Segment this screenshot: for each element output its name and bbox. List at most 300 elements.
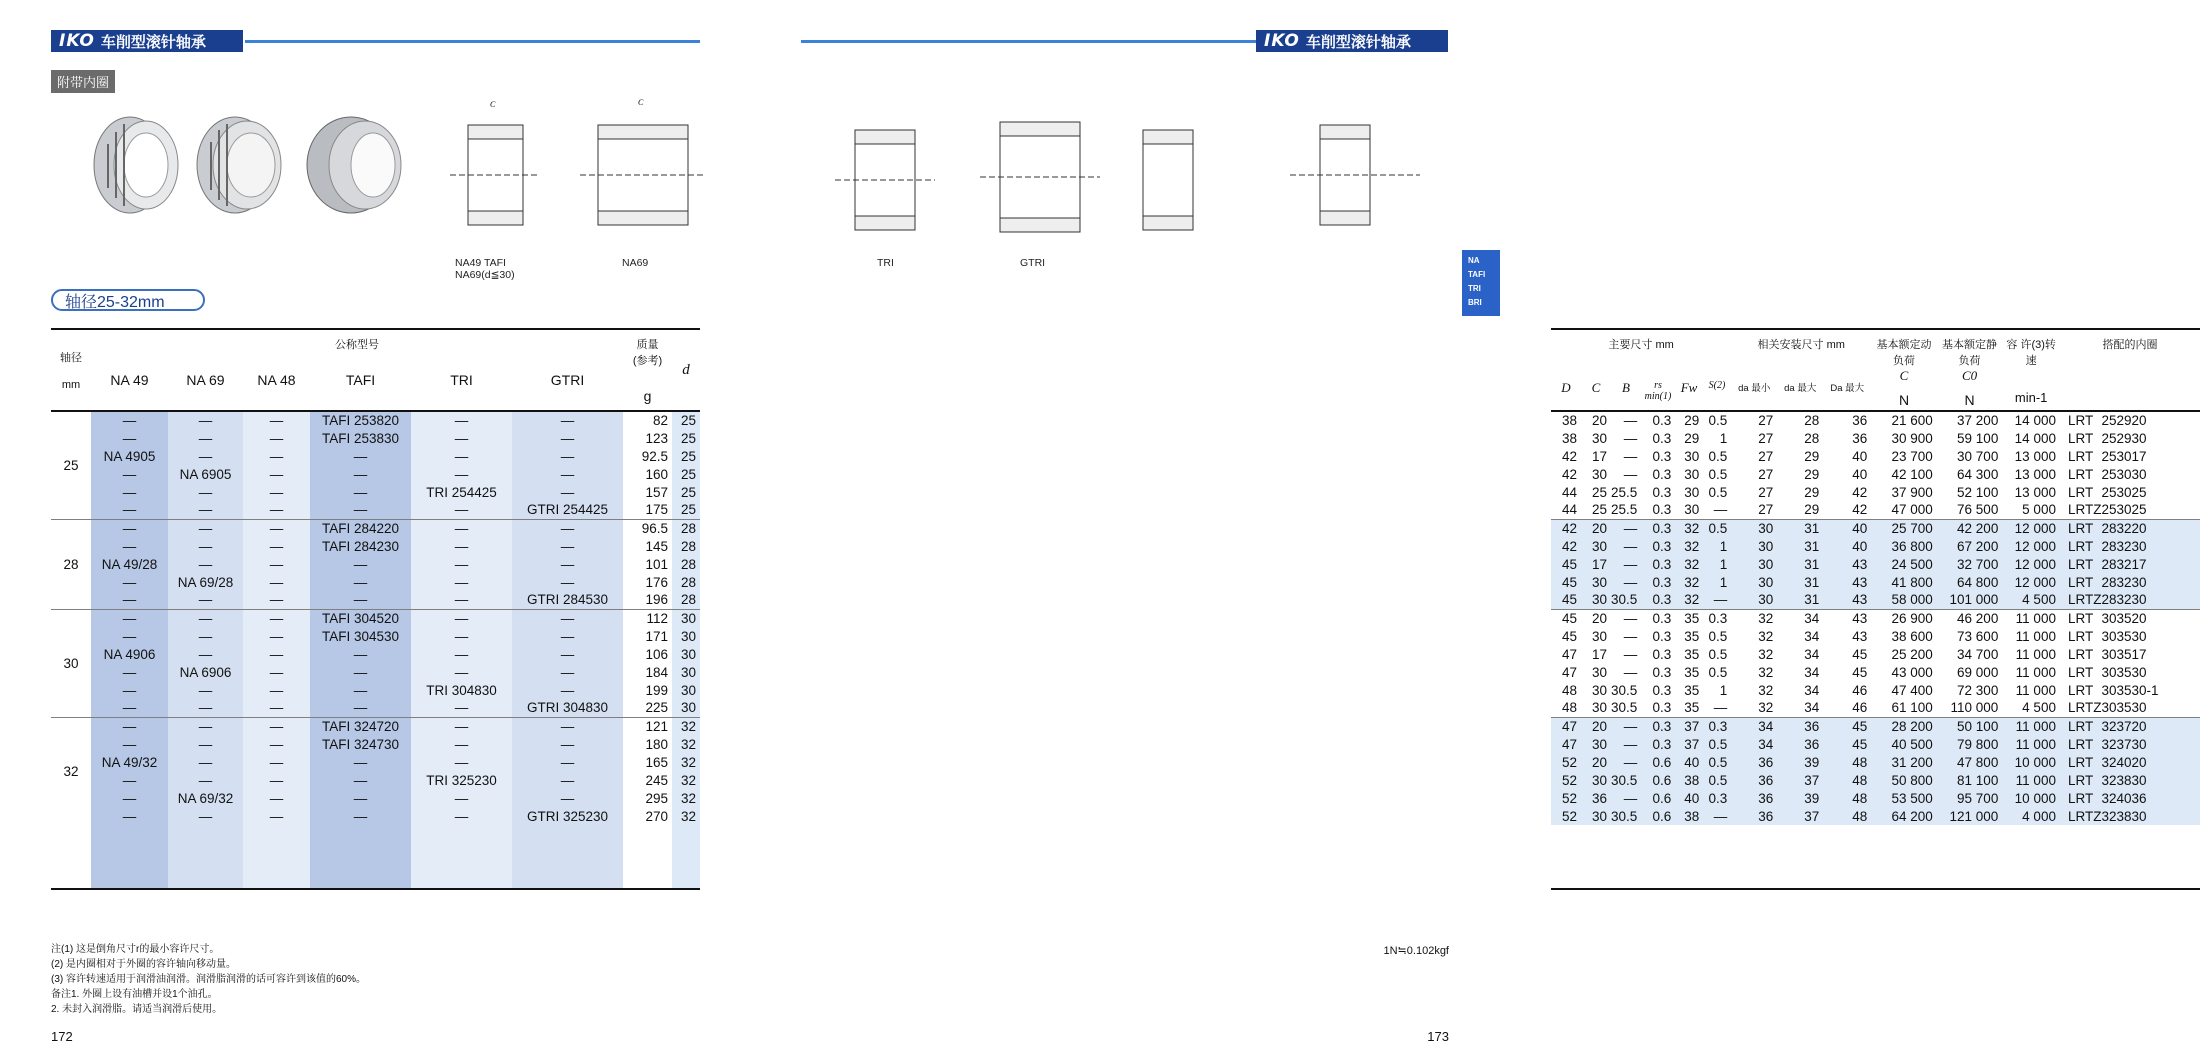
model-cell: GTRI 325230 — [512, 807, 623, 825]
mount-dims-header: 相关安装尺寸 mm da 最小 da 最大 Da 最大 — [1738, 339, 1865, 394]
spec-cell: 0.3 — [1652, 592, 1672, 608]
d-cell: 28 — [672, 519, 700, 537]
spec-cell: 253030 — [2101, 466, 2147, 482]
model-cell: — — [512, 753, 623, 771]
d-cell: 32 — [672, 753, 700, 771]
spec-cell: 1 — [1719, 556, 1728, 572]
table-row — [1551, 753, 2200, 771]
speed-header: 容 许(3)转 速 min-1 — [2006, 339, 2056, 405]
spec-cell: 14 000 — [2002, 411, 2060, 429]
model-cell: — — [168, 411, 243, 429]
mass-cell: 82 — [623, 411, 672, 429]
spec-cell: 34 — [1804, 682, 1820, 698]
spec-cell: 48 — [1852, 754, 1868, 770]
d-cell: 25 — [672, 429, 700, 447]
spec-cell: 30 900 — [1891, 430, 1933, 446]
model-cell: NA 69/28 — [168, 573, 243, 591]
model-cell: — — [243, 501, 310, 519]
header-rule-right — [801, 40, 1256, 43]
model-cell: — — [168, 681, 243, 699]
spec-cell: 48 — [1852, 772, 1868, 788]
spec-cell: 0.3 — [1641, 519, 1675, 537]
table-row — [51, 771, 700, 789]
spec-cell: 0.3 — [1652, 430, 1672, 446]
dynamic-load-header: 基本额定动负荷 C N — [1876, 339, 1932, 408]
spec-cell: 45 — [1561, 574, 1577, 590]
model-cell: — — [310, 753, 411, 771]
spec-cell: 26 900 — [1871, 609, 1937, 627]
model-cell: — — [411, 807, 512, 825]
model-cell: — — [91, 537, 168, 555]
mass-cell: 96.5 — [623, 519, 672, 537]
model-cell: — — [168, 645, 243, 663]
spec-cell: 283230 — [2101, 574, 2147, 590]
model-cell: — — [512, 663, 623, 681]
fig-label-tri: TRI — [877, 257, 894, 269]
model-cell: — — [168, 627, 243, 645]
spec-cell: 252930 — [2101, 430, 2147, 446]
model-cell: — — [310, 501, 411, 519]
model-cell: — — [91, 591, 168, 609]
spec-cell: 30.5 — [1610, 682, 1638, 698]
model-cell: TAFI 284230 — [310, 537, 411, 555]
mass-cell: 180 — [645, 736, 668, 752]
spec-cell: 30 — [1591, 736, 1607, 752]
table-row — [1551, 411, 2200, 429]
spec-cell: 29 — [1684, 430, 1700, 446]
table-row — [1551, 573, 2200, 591]
spec-cell: 30.5 — [1610, 592, 1638, 608]
spec-cell: 38 — [1551, 411, 1581, 429]
spec-cell: LRT — [2067, 538, 2094, 554]
model-cell: — — [310, 591, 411, 609]
inner-ring-header: 搭配的内圈 — [2102, 339, 2158, 351]
spec-cell: 45 — [1852, 736, 1868, 752]
spec-cell: 31 — [1804, 592, 1820, 608]
spec-cell: 50 800 — [1891, 772, 1933, 788]
table-row — [51, 609, 700, 627]
spec-cell: 23 700 — [1891, 448, 1933, 464]
table-row — [51, 663, 700, 681]
axis-cell: 28 — [51, 519, 91, 609]
table-row — [51, 519, 700, 537]
model-cell: — — [91, 771, 168, 789]
spec-cell: 4 500 — [2022, 700, 2056, 716]
d-cell: 25 — [672, 411, 700, 429]
model-cell: — — [91, 717, 168, 735]
model-cell: — — [91, 501, 168, 519]
spec-cell: 37 — [1675, 717, 1703, 735]
brand-title: 车削型滚针轴承 — [100, 33, 206, 51]
model-cell: TAFI 284220 — [310, 519, 411, 537]
spec-cell: 0.6 — [1652, 772, 1672, 788]
svg-text:C: C — [490, 100, 496, 109]
mass-cell: 121 — [623, 717, 672, 735]
d-cell: 30 — [672, 663, 700, 681]
table-row — [51, 447, 700, 465]
spec-cell: 253017 — [2101, 448, 2147, 464]
spec-cell: 283220 — [2101, 519, 2200, 537]
spec-cell: 0.5 — [1708, 754, 1728, 770]
spec-cell: 67 200 — [1957, 538, 1999, 554]
table-row — [51, 789, 700, 807]
spec-cell: 17 — [1591, 646, 1607, 662]
spec-cell: 27 — [1758, 502, 1774, 518]
model-cell: — — [243, 465, 310, 483]
spec-cell: 32 — [1758, 628, 1774, 644]
spec-cell: 34 — [1758, 736, 1774, 752]
iko-logo-right: IKO — [1264, 31, 1300, 51]
spec-cell: 30 — [1758, 592, 1774, 608]
d-cell: 32 — [672, 789, 700, 807]
brand-title-right: 车削型滚针轴承 — [1305, 33, 1411, 51]
col-tafi: TAFI — [345, 372, 376, 388]
model-cell: — — [91, 789, 168, 807]
col-tri: TRI — [450, 372, 473, 388]
spec-cell: 34 — [1731, 717, 1777, 735]
spec-cell: 20 — [1581, 609, 1611, 627]
table-row — [51, 537, 700, 555]
table-row — [51, 411, 700, 429]
spec-cell: 37 200 — [1937, 411, 2003, 429]
spec-cell: LRT — [2067, 646, 2094, 662]
spec-cell: 13 000 — [2014, 484, 2056, 500]
table-row — [51, 429, 700, 447]
model-table — [51, 328, 700, 890]
spec-cell: 121 000 — [1949, 808, 1999, 824]
spec-cell: LRT — [2067, 484, 2094, 500]
spec-cell: LRT — [2060, 609, 2102, 627]
spec-cell: 42 — [1852, 502, 1868, 518]
spec-cell: 24 500 — [1891, 556, 1933, 572]
axis-cell: 32 — [51, 717, 91, 825]
model-cell: — — [91, 627, 168, 645]
spec-cell: 45 — [1852, 646, 1868, 662]
bearing-photo-2 — [197, 117, 281, 213]
spec-cell: — — [1623, 538, 1638, 554]
model-cell: — — [243, 699, 310, 717]
spec-cell: 61 100 — [1891, 700, 1933, 716]
model-cell: — — [243, 447, 310, 465]
spec-cell: 12 000 — [2014, 538, 2056, 554]
drawing-na49-na69 — [430, 95, 720, 245]
spec-cell: 30 — [1591, 538, 1607, 554]
model-cell: — — [91, 483, 168, 501]
model-cell: — — [310, 573, 411, 591]
model-cell: — — [512, 537, 623, 555]
spec-cell: 40 — [1852, 538, 1868, 554]
spec-cell: 34 — [1804, 664, 1820, 680]
spec-cell: 0.3 — [1652, 484, 1672, 500]
spec-cell: 25.5 — [1610, 484, 1638, 500]
spec-cell: 58 000 — [1891, 592, 1933, 608]
spec-cell: LRTZ — [2067, 592, 2102, 608]
model-cell: — — [243, 537, 310, 555]
spec-cell: 0.3 — [1641, 717, 1675, 735]
spec-cell: 0.3 — [1652, 574, 1672, 590]
table-row — [51, 753, 700, 771]
spec-cell: 31 200 — [1891, 754, 1933, 770]
spec-cell: 36 — [1591, 790, 1607, 806]
model-cell: — — [411, 429, 512, 447]
model-cell: TAFI 253820 — [310, 411, 411, 429]
mass-cell: 171 — [645, 628, 668, 644]
unit-note: 1N≒0.102kgf — [1383, 945, 1449, 957]
spec-cell: 283217 — [2101, 556, 2147, 572]
spec-cell: 0.3 — [1652, 466, 1672, 482]
spec-cell: 0.3 — [1641, 411, 1675, 429]
side-tab-index[interactable]: NA TAFI TRI BRI — [1462, 250, 1500, 316]
model-cell: — — [243, 483, 310, 501]
spec-cell: 79 800 — [1957, 736, 1999, 752]
spec-cell: LRT — [2067, 574, 2094, 590]
spec-cell: 31 — [1804, 538, 1820, 554]
spec-cell: 11 000 — [2015, 682, 2056, 698]
spec-cell: 303530 — [2101, 628, 2147, 644]
spec-cell: 20 — [1581, 519, 1611, 537]
d-cell: 30 — [672, 681, 700, 699]
d-cell: 28 — [672, 537, 700, 555]
spec-cell: 95 700 — [1957, 790, 1999, 806]
footnotes: 注(1) 这是倒角尺寸r的最小容许尺寸。 (2) 是内圈相对于外圈的容许轴向移动量。 (3) 容许转速适用于润滑油润滑。润滑脂润滑的话可容许到该值的60%。 备注1. 外圈上设有油槽并设1个油孔。 2. 未封入润滑脂。请适当润滑后使用。 — [51, 944, 367, 1015]
spec-cell: 45 — [1561, 556, 1577, 572]
model-cell: — — [168, 717, 243, 735]
spec-cell: 37 900 — [1891, 484, 1933, 500]
spec-cell: 64 300 — [1957, 466, 1999, 482]
model-group-header: 公称型号 NA 49 NA 69 NA 48 TAFI TRI GTRI — [91, 329, 623, 411]
spec-cell: 36 — [1758, 808, 1774, 824]
model-cell: — — [168, 771, 243, 789]
fig-label-na49: NA49 TAFI — [455, 257, 506, 269]
table-spacer-row — [51, 825, 700, 889]
spec-cell: 43 — [1823, 609, 1871, 627]
spec-cell: 29 — [1804, 502, 1820, 518]
col-gtri: GTRI — [550, 372, 585, 388]
table-row — [1551, 735, 2200, 753]
spec-cell: 32 — [1758, 664, 1774, 680]
model-cell: — — [310, 681, 411, 699]
spec-cell: 37 — [1804, 772, 1820, 788]
spec-cell: 0.5 — [1708, 772, 1728, 788]
model-cell: — — [411, 645, 512, 663]
spec-cell: 0.3 — [1652, 556, 1672, 572]
bearing-photo-1 — [94, 117, 178, 213]
spec-cell: 36 800 — [1891, 538, 1933, 554]
spec-cell: 53 500 — [1891, 790, 1933, 806]
spec-cell: 11 000 — [2015, 736, 2056, 752]
spec-cell: 32 — [1758, 700, 1774, 716]
spec-cell: 0.3 — [1641, 609, 1675, 627]
table-row — [51, 591, 700, 609]
table-row — [51, 735, 700, 753]
spec-cell: 34 — [1804, 646, 1820, 662]
spec-cell: 253025 — [2101, 502, 2147, 518]
spec-cell: 323830 — [2101, 772, 2147, 788]
model-cell: — — [168, 591, 243, 609]
spec-cell: 1 — [1719, 682, 1728, 698]
spec-cell: 4 000 — [2022, 808, 2056, 824]
table-row — [1551, 771, 2200, 789]
brand-header-left — [51, 30, 243, 52]
spec-cell: 40 — [1823, 519, 1871, 537]
spec-cell: 30 — [1758, 574, 1774, 590]
spec-cell: 32 — [1684, 538, 1700, 554]
table-row — [1551, 681, 2200, 699]
spec-cell: — — [1623, 448, 1638, 464]
spec-cell: — — [1713, 502, 1728, 518]
spec-cell: 0.3 — [1652, 502, 1672, 518]
spec-cell: LRT — [2067, 628, 2094, 644]
spec-cell: 27 — [1758, 484, 1774, 500]
spec-cell: 37 — [1684, 736, 1700, 752]
spec-cell: 34 — [1804, 700, 1820, 716]
spec-cell: 17 — [1591, 448, 1607, 464]
spec-cell: 64 200 — [1891, 808, 1933, 824]
model-cell: — — [310, 699, 411, 717]
col-na49: NA 49 — [110, 372, 149, 388]
model-cell: — — [512, 645, 623, 663]
spec-cell: 4 500 — [2022, 592, 2056, 608]
spec-cell: 14 000 — [2014, 430, 2056, 446]
d-cell: 30 — [672, 645, 700, 663]
spec-cell: 40 — [1684, 754, 1700, 770]
model-cell: — — [168, 699, 243, 717]
spec-cell: 37 — [1804, 808, 1820, 824]
mass-cell: 176 — [645, 574, 668, 590]
table-row — [1551, 537, 2200, 555]
mass-cell: 184 — [645, 664, 668, 680]
spec-cell: 12 000 — [2014, 556, 2056, 572]
spec-cell: 34 — [1804, 628, 1820, 644]
mass-cell: 175 — [645, 502, 668, 518]
spec-cell: 25 700 — [1871, 519, 1937, 537]
model-cell: — — [512, 411, 623, 429]
spec-table — [1551, 328, 2200, 890]
spec-cell: LRT — [2067, 754, 2094, 770]
d-cell: 30 — [672, 699, 700, 717]
spec-cell: 17 — [1591, 556, 1607, 572]
axis-cell: 30 — [51, 609, 91, 717]
spec-cell: — — [1623, 664, 1638, 680]
spec-cell: 46 — [1852, 700, 1868, 716]
spec-cell: 42 — [1852, 484, 1868, 500]
spec-cell: 30.5 — [1610, 808, 1638, 824]
spec-cell: 32 — [1675, 519, 1703, 537]
spec-cell: 47 — [1561, 646, 1577, 662]
spec-cell: 252920 — [2101, 411, 2200, 429]
spec-cell: 0.3 — [1652, 700, 1672, 716]
model-cell: — — [243, 789, 310, 807]
spec-cell: 32 — [1731, 609, 1777, 627]
spec-cell: 47 800 — [1957, 754, 1999, 770]
spec-cell: LRT — [2067, 556, 2094, 572]
model-cell: — — [512, 519, 623, 537]
spec-cell: 0.5 — [1708, 736, 1728, 752]
spec-cell: 32 — [1684, 574, 1700, 590]
spec-cell: 110 000 — [1950, 700, 1999, 716]
spec-cell: 36 — [1758, 790, 1774, 806]
spec-cell: 30 — [1591, 682, 1607, 698]
model-cell: — — [411, 447, 512, 465]
spec-cell: LRT — [2067, 664, 2094, 680]
spec-cell: 43 — [1852, 556, 1868, 572]
model-cell: NA 6906 — [168, 663, 243, 681]
bearing-photos — [88, 110, 418, 220]
spec-cell: 45 — [1852, 664, 1868, 680]
model-cell: — — [512, 681, 623, 699]
spec-cell: 42 200 — [1937, 519, 2003, 537]
spec-cell: 38 — [1684, 772, 1700, 788]
spec-cell: 20 — [1591, 754, 1607, 770]
spec-cell: 1 — [1719, 574, 1728, 590]
spec-cell: 42 — [1551, 519, 1581, 537]
spec-cell: 81 100 — [1957, 772, 1999, 788]
spec-cell: 30 — [1591, 700, 1607, 716]
spec-cell: LRTZ — [2067, 808, 2102, 824]
model-cell: — — [91, 807, 168, 825]
model-cell: — — [243, 591, 310, 609]
model-cell: — — [411, 609, 512, 627]
right-page — [750, 0, 2159, 1064]
spec-cell: 43 000 — [1891, 664, 1933, 680]
spec-cell: 324020 — [2101, 754, 2147, 770]
spec-cell: 29 — [1804, 484, 1820, 500]
d-cell: 32 — [672, 807, 700, 825]
table-row — [51, 501, 700, 519]
spec-cell: 21 600 — [1871, 411, 1937, 429]
model-cell: — — [512, 429, 623, 447]
spec-cell: 0.3 — [1652, 682, 1672, 698]
spec-cell: — — [1623, 430, 1638, 446]
spec-cell: 44 — [1561, 484, 1577, 500]
spec-cell: 30 — [1684, 484, 1700, 500]
spec-cell: 32 — [1758, 682, 1774, 698]
spec-cell: 45 — [1823, 717, 1871, 735]
spec-cell: 0.6 — [1652, 808, 1672, 824]
mass-cell: 101 — [645, 556, 668, 572]
spec-cell: 25.5 — [1610, 502, 1638, 518]
spec-cell: 45 — [1561, 592, 1577, 608]
spec-cell: 34 700 — [1957, 646, 1999, 662]
axis-cell: 25 — [51, 411, 91, 519]
spec-cell: 323720 — [2101, 717, 2200, 735]
table-row — [51, 483, 700, 501]
model-cell: — — [310, 555, 411, 573]
model-cell: — — [411, 573, 512, 591]
model-cell: — — [512, 771, 623, 789]
spec-cell: 13 000 — [2014, 466, 2056, 482]
model-cell: — — [310, 645, 411, 663]
spec-cell: 52 100 — [1957, 484, 1999, 500]
table-row — [1551, 591, 2200, 609]
spec-cell: 47 000 — [1891, 502, 1933, 518]
col-na48: NA 48 — [257, 372, 296, 388]
spec-cell: 11 000 — [2002, 609, 2060, 627]
spec-cell: LRTZ — [2067, 700, 2102, 716]
spec-cell: 40 — [1852, 466, 1868, 482]
table-row — [51, 717, 700, 735]
table-row — [51, 465, 700, 483]
table-row — [1551, 519, 2200, 537]
model-cell: — — [411, 663, 512, 681]
table-row — [1551, 627, 2200, 645]
model-cell: — — [411, 501, 512, 519]
mass-cell: 92.5 — [641, 448, 668, 464]
model-cell: — — [310, 663, 411, 681]
model-cell: — — [243, 645, 310, 663]
model-cell: — — [411, 789, 512, 807]
model-cell: — — [411, 591, 512, 609]
